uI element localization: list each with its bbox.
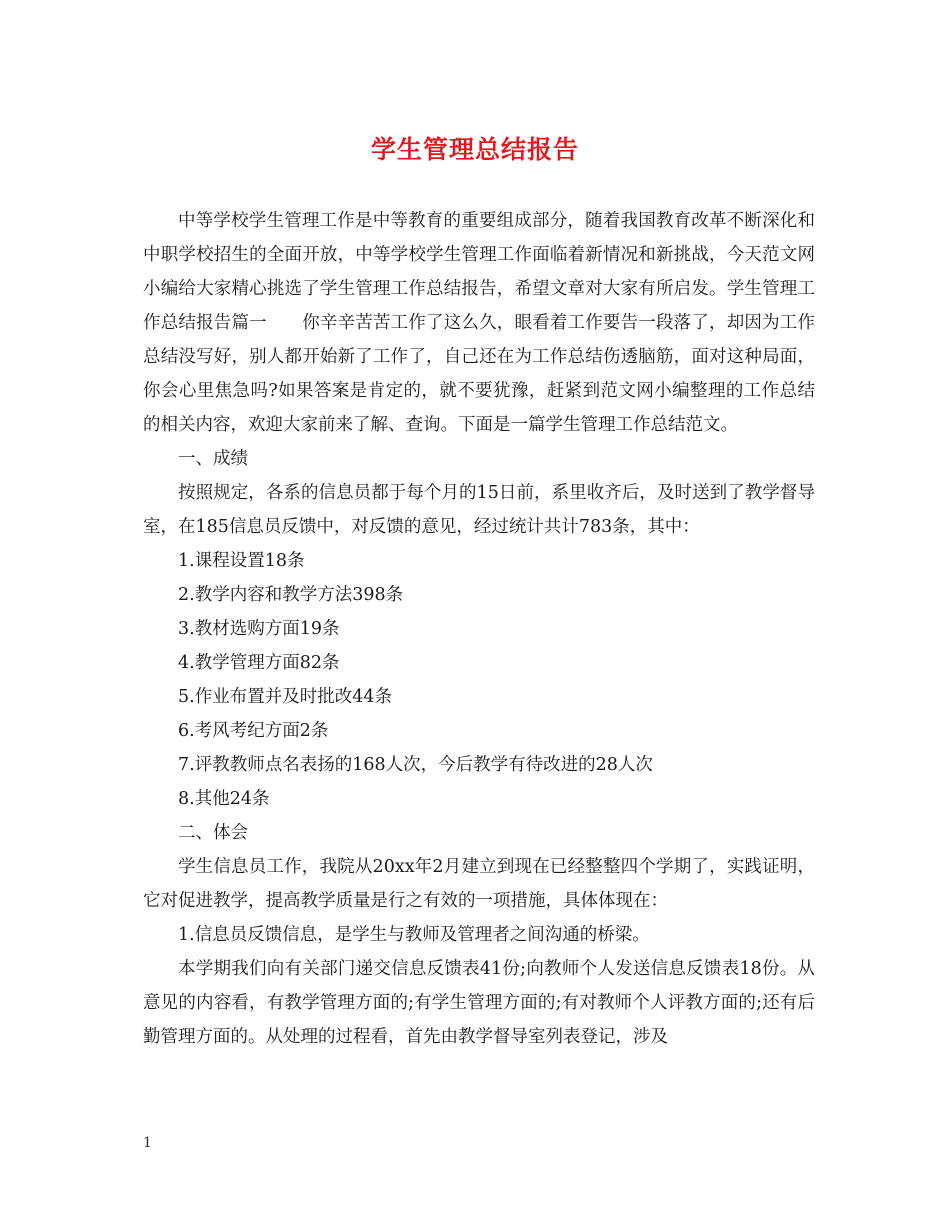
list-item-6: 6.考风考纪方面2条 [178,721,329,741]
list-item-1: 1.课程设置18条 [178,551,305,571]
list-item-3: 3.教材选购方面19条 [178,619,340,639]
list-item-2: 2.教学内容和教学方法398条 [178,585,404,605]
section-heading-experience: 二、体会 [178,823,248,843]
list-item-7: 7.评教教师点名表扬的168人次，今后教学有待改进的28人次 [178,755,653,775]
list-item-4: 4.教学管理方面82条 [178,653,340,673]
paragraph-feedback-stats: 按照规定，各系的信息员都于每个月的15日前，系里收齐后，及时送到了教学督导室，在185信息员反馈中，对反馈的意见，经过统计共计783条，其中： [143,483,815,537]
page-number: 1 [143,1135,152,1151]
paragraph-practice: 学生信息员工作，我院从20xx年2月建立到现在已经整整四个学期了，实践证明，它对促进教学，提高教学质量是行之有效的一项措施，具体体现在： [143,857,815,911]
intro-paragraph: 中等学校学生管理工作是中等教育的重要组成部分，随着我国教育改革不断深化和中职学校招生的全面开放，中等学校学生管理工作面临着新情况和新挑战，今天范文网小编给大家精心挑选了学生管理工作总结报告，希望文章对大家有所启发。学生管理工作总结报告篇一 你辛辛苦苦工作了这么久，眼看着工作要告一段落了，却因为工作总结没写好，别人都开始新了工作了，自己还在为工作总结伤透脑筋，面对这种局面，你会心里焦急吗?如果答案是肯定的，就不要犹豫，赶紧到范文网小编整理的工作总结的相关内容，欢迎大家前来了解、查询。下面是一篇学生管理工作总结范文。 [143,211,815,435]
paragraph-semester-report: 本学期我们向有关部门递交信息反馈表41份;向教师个人发送信息反馈表18份。从意见的内容看，有教学管理方面的;有学生管理方面的;有对教师个人评教方面的;还有后勤管理方面的。从处理的过程看，首先由教学督导室列表登记，涉及 [143,959,815,1047]
document-body [143,204,815,1054]
section-heading-achievements: 一、成绩 [178,449,248,469]
list-item-5: 5.作业布置并及时批改44条 [178,687,392,707]
document-title: 学生管理总结报告 [370,135,579,164]
list-item-8: 8.其他24条 [178,789,270,809]
subpoint-1: 1.信息员反馈信息，是学生与教师及管理者之间沟通的桥梁。 [178,925,650,945]
